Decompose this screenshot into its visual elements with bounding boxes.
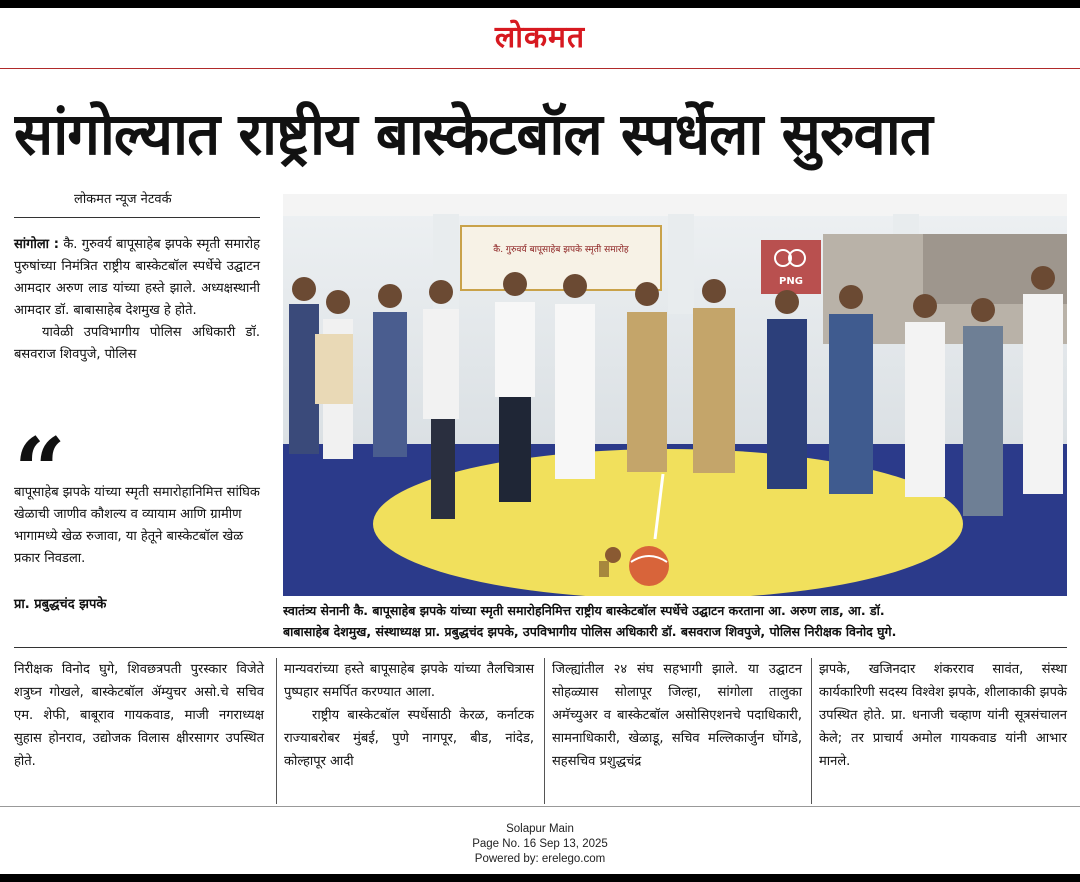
body-column-1-text: निरीक्षक विनोद घुगे, शिवछत्रपती पुरस्कार विजेते शत्रुघ्न गोखले, बास्केटबॉल ॲम्युचर असो.चे सचिव एम. शेफी, बाबूराव गायकवाड, माजी नगराध्यक्ष सुहास होनराव, उद्योजक विलास क्षीरसागर उपस्थित होते. — [14, 662, 264, 769]
byline: लोकमत न्यूज नेटवर्क — [74, 192, 172, 207]
quote-icon: “ — [14, 418, 66, 524]
intro-column — [14, 234, 260, 366]
body-column-3 — [552, 658, 802, 773]
event-photo — [283, 194, 1067, 596]
byline-divider — [14, 217, 260, 218]
photo-sponsor-text: PNG — [779, 276, 803, 287]
caption-divider — [14, 647, 1067, 648]
intro-text-1: कै. गुरुवर्य बापूसाहेब झपके स्मृती समारोह पुरुषांच्या निमंत्रित राष्ट्रीय बास्केटबॉल स्पर्धेचे उद्घाटन आमदार अरुण लाड यांच्या हस्ते झाले. अध्यक्षस्थानी आमदार डॉ. बाबासाहेब देशमुख हे होते. — [14, 237, 261, 318]
caption-line-1: स्वातंत्र्य सेनानी कै. बापूसाहेब झपके यांच्या स्मृती समारोहनिमित्त राष्ट्रीय बास्केटबॉल स्पर्धेचे उद्घाटन करताना आ. अरुण लाड, आ. डॉ. — [283, 603, 885, 618]
photo-banner-text: कै. गुरुवर्य बापूसाहेब झपके स्मृती समारोह — [493, 245, 629, 255]
body-column-3-text: जिल्ह्यांतील २४ संघ सहभागी झाले. या उद्घाटन सोहळ्यास सोलापूर जिल्हा, सांगोला तालुका अमॅच्युअर व बास्केटबॉल असोसिएशनचे पदाधिकारी, सामनाधिकारी, खेळाडू, सचिव मल्लिकार्जुन घोंगडे, सहसचिव प्रशुद्धचंद्र — [552, 662, 802, 769]
masthead-divider — [0, 68, 1080, 69]
footer-divider — [0, 806, 1080, 807]
column-divider — [276, 658, 277, 804]
page-info: Page No. 16 Sep 13, 2025 — [472, 838, 608, 850]
photo-caption — [283, 600, 1067, 642]
edition-name: Solapur Main — [506, 823, 574, 835]
caption-line-2: बाबासाहेब देशमुख, संस्थाध्यक्ष प्रा. प्रबुद्धचंद झपके, उपविभागीय पोलिस अधिकारी डॉ. बसवराज शिवपुजे, पोलिस निरीक्षक विनोद घुगे. — [283, 624, 897, 639]
pull-quote: बापूसाहेब झपके यांच्या स्मृती समारोहानिमित्त सांघिक खेळाची जाणीव कौशल्य व व्यायाम आणि ग्रामीण भागामध्ये खेळ रुजावा, या हेतूने बास्केटबॉल खेळ प्रकार निवडला. — [14, 485, 260, 566]
article-headline: सांगोल्यात राष्ट्रीय बास्केटबॉल स्पर्धेला सुरुवात — [14, 100, 932, 168]
bottom-border — [0, 874, 1080, 882]
newspaper-masthead: लोकमत — [494, 20, 586, 55]
body-column-4 — [819, 658, 1067, 773]
body-columns — [14, 658, 1067, 808]
dateline: सांगोला : — [14, 237, 59, 252]
body-column-2-text-a: मान्यवरांच्या हस्ते बापूसाहेब झपके यांच्या तैलचित्रास पुष्पहार समर्पित करण्यात आला. — [284, 662, 534, 700]
intro-paragraph-1 — [14, 234, 260, 322]
body-column-2 — [284, 658, 534, 773]
column-divider — [811, 658, 812, 804]
intro-paragraph-2: यावेळी उपविभागीय पोलिस अधिकारी डॉ. बसवराज शिवपुजे, पोलिस — [14, 325, 260, 362]
column-divider — [544, 658, 545, 804]
body-column-1 — [14, 658, 264, 773]
body-column-2-text-b: राष्ट्रीय बास्केटबॉल स्पर्धेसाठी केरळ, कर्नाटक राज्याबरोबर मुंबई, पुणे नागपूर, बीड, नांदेड, कोल्हापूर आदी — [284, 708, 534, 769]
powered-by-link[interactable]: Powered by: erelego.com — [474, 853, 606, 865]
body-column-4-text: झपके, खजिनदार शंकरराव सावंत, संस्था कार्यकारिणी सदस्य विश्वेश झपके, शीलाकाकी झपके उपस्थित होते. प्रा. धनाजी चव्हाण यांनी सूत्रसंचालन केले; तर प्राचार्य अमोल गायकवाड यांनी आभार मानले. — [819, 662, 1067, 769]
page-footer — [0, 822, 1080, 867]
quote-author: प्रा. प्रबुद्धचंद झपके — [14, 597, 107, 612]
top-border — [0, 0, 1080, 8]
